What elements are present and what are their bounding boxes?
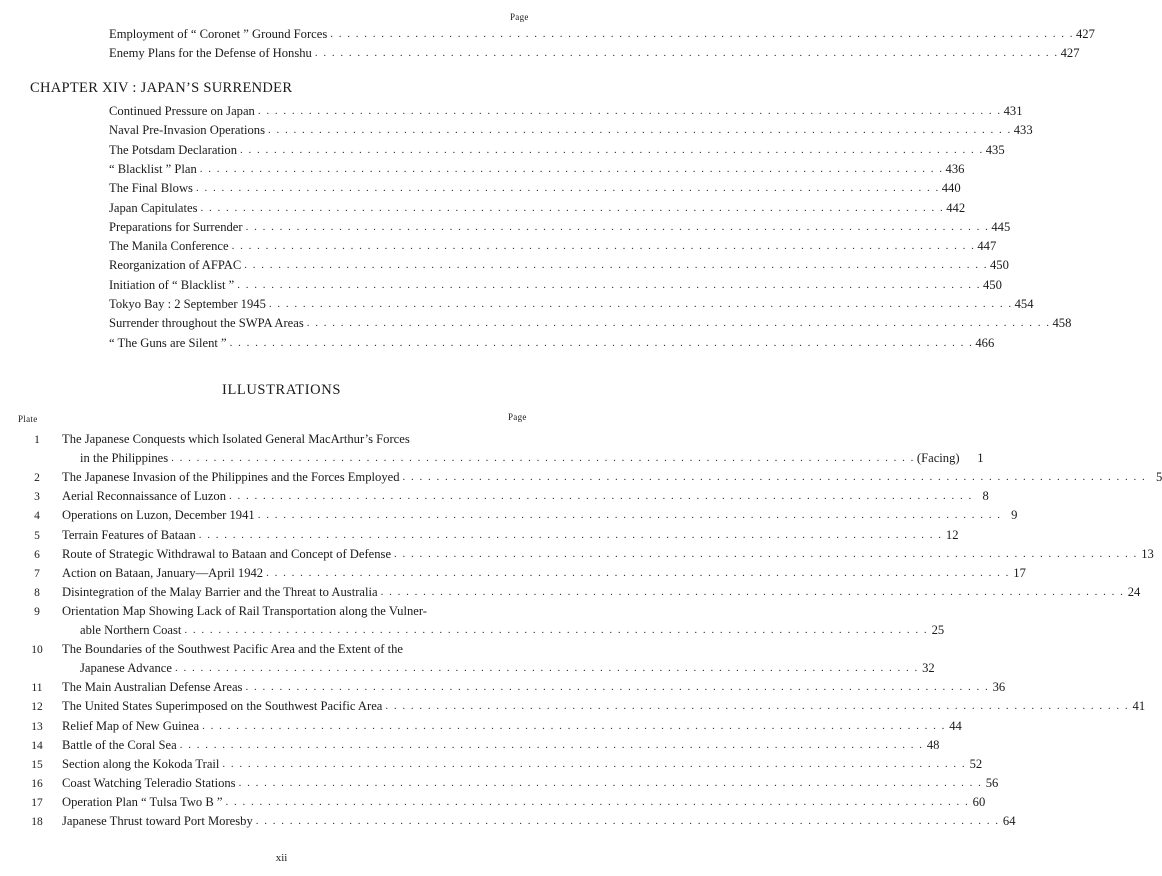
- dot-leader: . . . . . . . . . . . . . . . . . . . . . . . . . . . . . . . . . . . . . . . . . . . . . . . . . . . . . . . . . . . . . . . . . . . . . . . . . . . . . . . . . . . . . . . .: [225, 796, 970, 808]
- entry-page-number: 433: [1013, 123, 1033, 137]
- plate-entry-row: [62, 680, 1006, 695]
- plate-title: The Japanese Invasion of the Philippines and the Forces Employed: [62, 470, 400, 484]
- plate-number: 3: [34, 491, 40, 503]
- plate-title: in the Philippines: [80, 451, 169, 465]
- plate-title: Relief Map of New Guinea: [62, 719, 200, 733]
- dot-leader: . . . . . . . . . . . . . . . . . . . . . . . . . . . . . . . . . . . . . . . . . . . . . . . . . . . . . . . . . . . . . . . . . . . . . . . . . . . . . . . . . . . . . . . .: [257, 105, 1002, 117]
- folio: xii: [275, 852, 288, 864]
- dot-leader: . . . . . . . . . . . . . . . . . . . . . . . . . . . . . . . . . . . . . . . . . . . . . . . . . . . . . . . . . . . . . . . . . . . . . . . . . . . . . . . . . . . . . . . .: [402, 471, 1147, 483]
- plate-number: 1: [34, 434, 40, 446]
- plate-title: Battle of the Coral Sea: [62, 738, 177, 752]
- dot-leader: . . . . . . . . . . . . . . . . . . . . . . . . . . . . . . . . . . . . . . . . . . . . . . . . . . . . . . . . . . . . . . . . . . . . . . . . . . . . . . . . . . . . . . . .: [237, 279, 981, 291]
- plate-number: 15: [31, 759, 43, 771]
- plate-page-number: 52: [969, 757, 983, 771]
- plate-entry-row: [80, 623, 945, 638]
- plate-number: 5: [34, 530, 40, 542]
- entry-title: “ The Guns are Silent ”: [109, 336, 227, 350]
- dot-leader: . . . . . . . . . . . . . . . . . . . . . . . . . . . . . . . . . . . . . . . . . . . . . . . . . . . . . . . . . . . . . . . . . . . . . . . . . . . . . . . . . . . . . . . .: [380, 586, 1125, 598]
- plate-entry-row: [80, 451, 984, 466]
- toc-entry: [109, 123, 1033, 138]
- entry-title: Surrender throughout the SWPA Areas: [109, 316, 304, 330]
- plate-page-number: 41: [1132, 699, 1146, 713]
- dot-leader: . . . . . . . . . . . . . . . . . . . . . . . . . . . . . . . . . . . . . . . . . . . . . . . . . . . . . . . . . . . . . . . . . . . . . . . . . . . . . . . . . . . . . . . .: [179, 739, 924, 751]
- plate-title: The Japanese Conquests which Isolated General MacArthur’s Forces: [62, 432, 410, 446]
- dot-leader: . . . . . . . . . . . . . . . . . . . . . . . . . . . . . . . . . . . . . . . . . . . . . . . . . . . . . . . . . . . . . . . . . . . . . . . . . . . . . . . . . . . . . . . .: [255, 815, 1000, 827]
- dot-leader: . . . . . . . . . . . . . . . . . . . . . . . . . . . . . . . . . . . . . . . . . . . . . . . . . . . . . . . . . . . . . . . . . . . . . . . . . . . . . . . . . . . . . . . .: [245, 221, 990, 233]
- plate-number: 17: [31, 797, 43, 809]
- plate-entry-row: [62, 528, 959, 543]
- plate-page-number: 17: [1013, 566, 1026, 580]
- dot-leader: . . . . . . . . . . . . . . . . . . . . . . . . . . . . . . . . . . . . . . . . . . . . . . . . . . . . . . . . . . . . . . . . . . . . . . . . . . . . . . . . . . . . . . . .: [229, 490, 973, 502]
- dot-leader: . . . . . . . . . . . . . . . . . . . . . . . . . . . . . . . . . . . . . . . . . . . . . . . . . . . . . . . . . . . . . . . . . . . . . . . . . . . . . . . . . . . . . . . .: [240, 144, 984, 156]
- plate-page-number: 12: [945, 528, 959, 542]
- plate-page-number: 13: [1141, 547, 1154, 561]
- dot-leader: . . . . . . . . . . . . . . . . . . . . . . . . . . . . . . . . . . . . . . . . . . . . . . . . . . . . . . . . . . . . . . . . . . . . . . . . . . . . . . . . . . . . . . . .: [267, 124, 1012, 136]
- page-column-header-top: Page: [510, 12, 529, 22]
- plate-title: Action on Bataan, January—April 1942: [62, 566, 264, 580]
- plate-page-number: 44: [949, 719, 962, 733]
- plate-page-number: 8: [982, 489, 989, 503]
- plate-title: Terrain Features of Bataan: [62, 528, 196, 542]
- dot-leader: . . . . . . . . . . . . . . . . . . . . . . . . . . . . . . . . . . . . . . . . . . . . . . . . . . . . . . . . . . . . . . . . . . . . . . . . . . . . . . . . . . . . . . . .: [202, 720, 946, 732]
- entry-page-number: 436: [945, 162, 965, 176]
- toc-entry: [109, 46, 1080, 61]
- entry-title: The Manila Conference: [109, 239, 229, 253]
- plate-entry-row: [62, 814, 1016, 829]
- plate-entry-row: [62, 489, 989, 504]
- plate-page-number: 1: [977, 451, 984, 465]
- entry-page-number: 440: [941, 181, 961, 195]
- dot-leader: . . . . . . . . . . . . . . . . . . . . . . . . . . . . . . . . . . . . . . . . . . . . . . . . . . . . . . . . . . . . . . . . . . . . . . . . . . . . . . . . . . . . . . . .: [245, 681, 990, 693]
- entry-title: Initiation of “ Blacklist ”: [109, 278, 235, 292]
- plate-page-number: 56: [985, 776, 999, 790]
- plate-number: 4: [34, 510, 40, 522]
- entry-title: “ Blacklist ” Plan: [109, 162, 197, 176]
- dot-leader: . . . . . . . . . . . . . . . . . . . . . . . . . . . . . . . . . . . . . . . . . . . . . . . . . . . . . . . . . . . . . . . . . . . . . . . . . . . . . . . . . . . . . . . .: [171, 452, 915, 464]
- toc-entry: [109, 239, 997, 254]
- toc-entry: [109, 278, 1002, 293]
- plate-page-number: 64: [1002, 814, 1016, 828]
- entry-page-number: 427: [1060, 46, 1080, 60]
- plate-title: Coast Watching Teleradio Stations: [62, 776, 236, 790]
- plate-number: 14: [31, 740, 43, 752]
- plate-page-number: 5: [1155, 470, 1162, 484]
- plate-title: Orientation Map Showing Lack of Rail Transportation along the Vulner-: [62, 604, 427, 618]
- plate-entry-row: [62, 795, 986, 810]
- dot-leader: . . . . . . . . . . . . . . . . . . . . . . . . . . . . . . . . . . . . . . . . . . . . . . . . . . . . . . . . . . . . . . . . . . . . . . . . . . . . . . . . . . . . . . . .: [330, 28, 1074, 40]
- plate-entry-row: [62, 566, 1026, 581]
- plate-number: 8: [34, 587, 40, 599]
- plate-title: Disintegration of the Malay Barrier and the Threat to Australia: [62, 585, 378, 599]
- plate-page-number: 24: [1127, 585, 1141, 599]
- plate-title: Route of Strategic Withdrawal to Bataan and Concept of Defense: [62, 547, 392, 561]
- dot-leader: . . . . . . . . . . . . . . . . . . . . . . . . . . . . . . . . . . . . . . . . . . . . . . . . . . . . . . . . . . . . . . . . . . . . . . . . . . . . . . . . . . . . . . . .: [222, 758, 967, 770]
- entry-title: Reorganization of AFPAC: [109, 258, 242, 272]
- dot-leader: . . . . . . . . . . . . . . . . . . . . . . . . . . . . . . . . . . . . . . . . . . . . . . . . . . . . . . . . . . . . . . . . . . . . . . . . . . . . . . . . . . . . . . . .: [199, 163, 944, 175]
- plate-number: 18: [31, 816, 43, 828]
- plate-title: Aerial Reconnaissance of Luzon: [62, 489, 227, 503]
- plate-title: The Main Australian Defense Areas: [62, 680, 243, 694]
- entry-page-number: 435: [985, 143, 1005, 157]
- dot-leader: . . . . . . . . . . . . . . . . . . . . . . . . . . . . . . . . . . . . . . . . . . . . . . . . . . . . . . . . . . . . . . . . . . . . . . . . . . . . . . . . . . . . . . . .: [394, 548, 1138, 560]
- entry-title: Naval Pre-Invasion Operations: [109, 123, 265, 137]
- plate-title: The Boundaries of the Southwest Pacific Area and the Extent of the: [62, 642, 403, 656]
- plate-title: The United States Superimposed on the Southwest Pacific Area: [62, 699, 383, 713]
- dot-leader: . . . . . . . . . . . . . . . . . . . . . . . . . . . . . . . . . . . . . . . . . . . . . . . . . . . . . . . . . . . . . . . . . . . . . . . . . . . . . . . . . . . . . . . .: [174, 662, 919, 674]
- toc-entry: [109, 297, 1034, 312]
- dot-leader: . . . . . . . . . . . . . . . . . . . . . . . . . . . . . . . . . . . . . . . . . . . . . . . . . . . . . . . . . . . . . . . . . . . . . . . . . . . . . . . . . . . . . . . .: [184, 624, 929, 636]
- facing-note: (Facing): [916, 451, 960, 465]
- plate-entry-row: [62, 719, 962, 734]
- toc-entry: [109, 143, 1005, 158]
- entry-title: Preparations for Surrender: [109, 220, 243, 234]
- plate-page-number: 48: [926, 738, 940, 752]
- plate-entry-row: [62, 738, 940, 753]
- entry-page-number: 450: [982, 278, 1002, 292]
- entry-page-number: 447: [977, 239, 997, 253]
- entry-title: Japan Capitulates: [109, 201, 198, 215]
- toc-entry: [109, 104, 1023, 119]
- dot-leader: . . . . . . . . . . . . . . . . . . . . . . . . . . . . . . . . . . . . . . . . . . . . . . . . . . . . . . . . . . . . . . . . . . . . . . . . . . . . . . . . . . . . . . . .: [268, 298, 1013, 310]
- plate-page-number: 25: [931, 623, 945, 637]
- entry-title: Continued Pressure on Japan: [109, 104, 255, 118]
- plate-page-number: 36: [992, 680, 1006, 694]
- entry-page-number: 454: [1014, 297, 1034, 311]
- page-column-header-plates: Page: [508, 412, 527, 422]
- plate-entry-row: [62, 585, 1141, 600]
- dot-leader: . . . . . . . . . . . . . . . . . . . . . . . . . . . . . . . . . . . . . . . . . . . . . . . . . . . . . . . . . . . . . . . . . . . . . . . . . . . . . . . . . . . . . . . .: [238, 777, 983, 789]
- dot-leader: . . . . . . . . . . . . . . . . . . . . . . . . . . . . . . . . . . . . . . . . . . . . . . . . . . . . . . . . . . . . . . . . . . . . . . . . . . . . . . . . . . . . . . . .: [257, 509, 1002, 521]
- plate-title: able Northern Coast: [80, 623, 182, 637]
- toc-entry: [109, 162, 965, 177]
- entry-page-number: 458: [1052, 316, 1072, 330]
- plate-entry-row: [80, 661, 935, 676]
- plate-number: 13: [31, 721, 43, 733]
- plate-title: Section along the Kokoda Trail: [62, 757, 220, 771]
- entry-title: Employment of “ Coronet ” Ground Forces: [109, 27, 328, 41]
- plate-entry-row: [62, 757, 983, 772]
- dot-leader: . . . . . . . . . . . . . . . . . . . . . . . . . . . . . . . . . . . . . . . . . . . . . . . . . . . . . . . . . . . . . . . . . . . . . . . . . . . . . . . . . . . . . . . .: [231, 240, 976, 252]
- toc-entry: [109, 258, 1009, 273]
- plate-page-number: 9: [1011, 508, 1018, 522]
- plate-entry-row: [62, 547, 1154, 562]
- dot-leader: . . . . . . . . . . . . . . . . . . . . . . . . . . . . . . . . . . . . . . . . . . . . . . . . . . . . . . . . . . . . . . . . . . . . . . . . . . . . . . . . . . . . . . . .: [306, 317, 1051, 329]
- entry-title: The Potsdam Declaration: [109, 143, 237, 157]
- plate-page-number: 32: [922, 661, 935, 675]
- plate-entry-row: [62, 470, 1162, 485]
- illustrations-heading: ILLUSTRATIONS: [222, 382, 341, 398]
- chapter-heading: CHAPTER XIV : JAPAN’S SURRENDER: [30, 80, 293, 96]
- toc-entry: [109, 27, 1095, 42]
- dot-leader: . . . . . . . . . . . . . . . . . . . . . . . . . . . . . . . . . . . . . . . . . . . . . . . . . . . . . . . . . . . . . . . . . . . . . . . . . . . . . . . . . . . . . . . .: [244, 259, 988, 271]
- entry-title: Enemy Plans for the Defense of Honshu: [109, 46, 312, 60]
- dot-leader: . . . . . . . . . . . . . . . . . . . . . . . . . . . . . . . . . . . . . . . . . . . . . . . . . . . . . . . . . . . . . . . . . . . . . . . . . . . . . . . . . . . . . . . .: [229, 337, 974, 349]
- plate-number: 10: [31, 644, 43, 656]
- toc-entry: [109, 181, 961, 196]
- plate-number: 16: [31, 778, 43, 790]
- plate-number: 2: [34, 472, 40, 484]
- plate-entry-row: [62, 699, 1146, 714]
- plate-title: Japanese Thrust toward Port Moresby: [62, 814, 253, 828]
- plate-title: Operations on Luzon, December 1941: [62, 508, 255, 522]
- entry-page-number: 431: [1003, 104, 1023, 118]
- entry-page-number: 427: [1076, 27, 1095, 41]
- dot-leader: . . . . . . . . . . . . . . . . . . . . . . . . . . . . . . . . . . . . . . . . . . . . . . . . . . . . . . . . . . . . . . . . . . . . . . . . . . . . . . . . . . . . . . . .: [200, 202, 945, 214]
- plate-number: 9: [34, 606, 40, 618]
- plate-page-number: 60: [972, 795, 986, 809]
- plate-number: 7: [34, 568, 40, 580]
- entry-page-number: 442: [946, 201, 966, 215]
- plate-number: 11: [31, 682, 43, 694]
- entry-title: Tokyo Bay : 2 September 1945: [109, 297, 266, 311]
- dot-leader: . . . . . . . . . . . . . . . . . . . . . . . . . . . . . . . . . . . . . . . . . . . . . . . . . . . . . . . . . . . . . . . . . . . . . . . . . . . . . . . . . . . . . . . .: [266, 567, 1010, 579]
- dot-leader: . . . . . . . . . . . . . . . . . . . . . . . . . . . . . . . . . . . . . . . . . . . . . . . . . . . . . . . . . . . . . . . . . . . . . . . . . . . . . . . . . . . . . . . .: [385, 700, 1130, 712]
- entry-page-number: 466: [975, 336, 995, 350]
- toc-entry: [109, 336, 995, 351]
- plate-column-header: Plate: [18, 414, 38, 424]
- plate-title: Japanese Advance: [80, 661, 172, 675]
- dot-leader: . . . . . . . . . . . . . . . . . . . . . . . . . . . . . . . . . . . . . . . . . . . . . . . . . . . . . . . . . . . . . . . . . . . . . . . . . . . . . . . . . . . . . . . .: [198, 529, 943, 541]
- toc-entry: [109, 201, 966, 216]
- entry-page-number: 445: [991, 220, 1011, 234]
- dot-leader: . . . . . . . . . . . . . . . . . . . . . . . . . . . . . . . . . . . . . . . . . . . . . . . . . . . . . . . . . . . . . . . . . . . . . . . . . . . . . . . . . . . . . . . .: [195, 182, 940, 194]
- toc-entry: [109, 220, 1011, 235]
- plate-number: 12: [31, 701, 43, 713]
- plate-number: 6: [34, 549, 40, 561]
- plate-title: Operation Plan “ Tulsa Two B ”: [62, 795, 223, 809]
- entry-title: The Final Blows: [109, 181, 193, 195]
- toc-entry: [109, 316, 1072, 331]
- dot-leader: . . . . . . . . . . . . . . . . . . . . . . . . . . . . . . . . . . . . . . . . . . . . . . . . . . . . . . . . . . . . . . . . . . . . . . . . . . . . . . . . . . . . . . . .: [314, 47, 1059, 59]
- plate-entry-row: [62, 508, 1018, 523]
- entry-page-number: 450: [990, 258, 1009, 272]
- plate-entry-row: [62, 776, 999, 791]
